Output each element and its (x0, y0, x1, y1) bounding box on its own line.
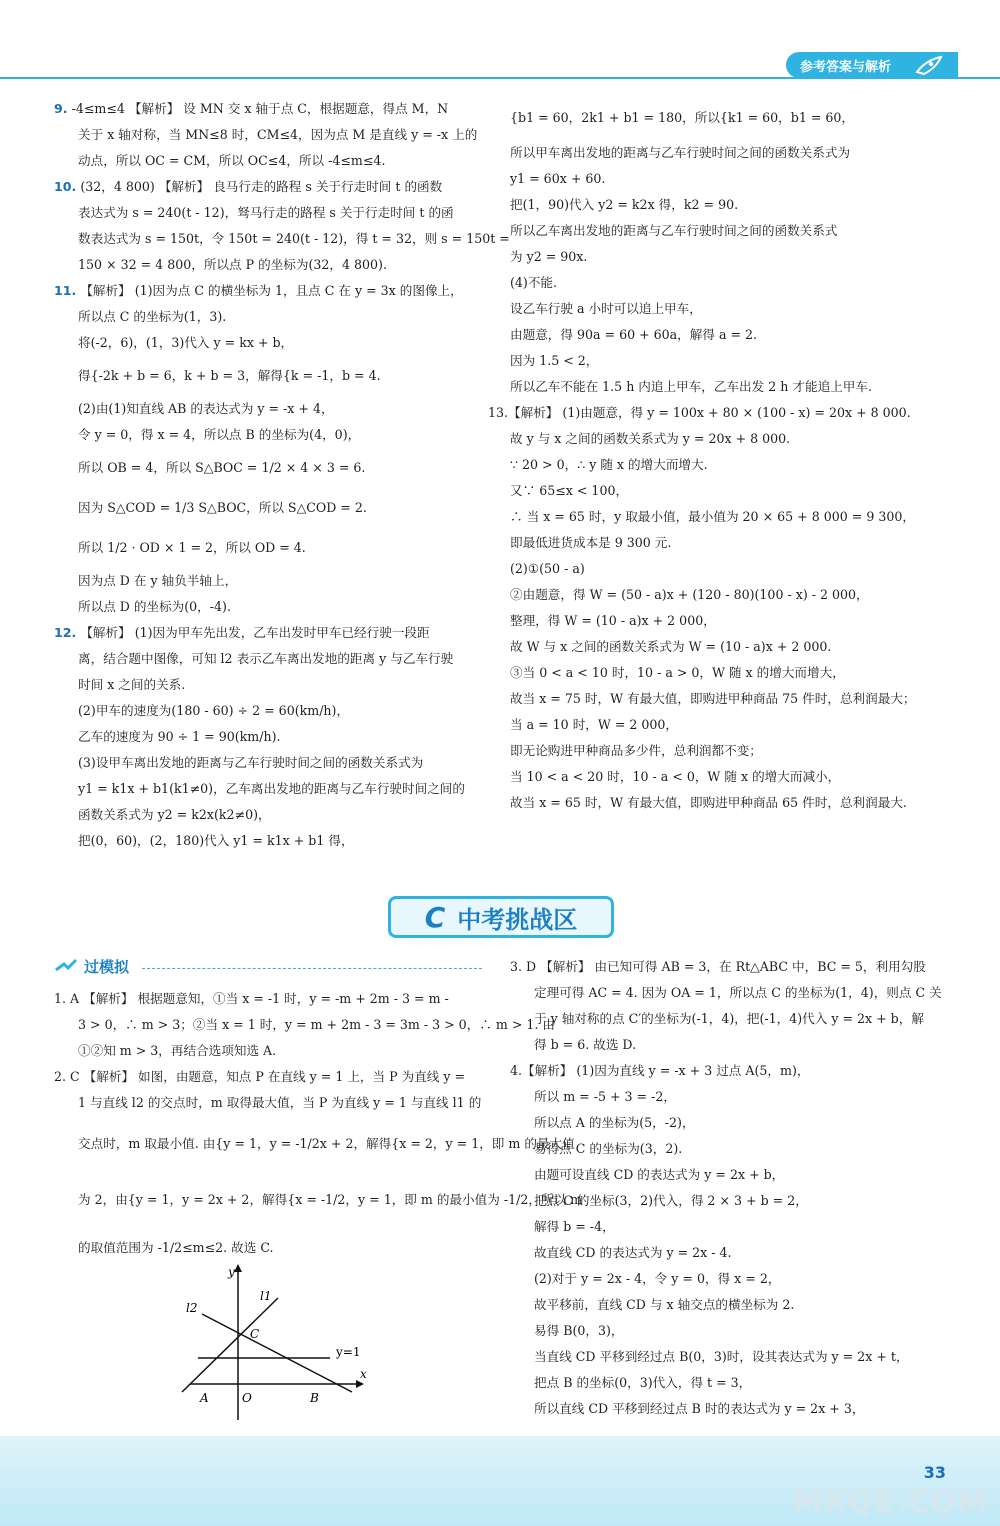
text-line: 1 与直线 l2 的交点时，m 取得最大值，当 P 为直线 y = 1 与直线 l1 的 (78, 1095, 482, 1110)
text-line: 故当 x = 65 时，W 有最大值，即购进甲种商品 65 件时，总利润最大. (510, 795, 907, 810)
text-line: 因为 S△COD = 1/3 S△BOC，所以 S△COD = 2. (78, 500, 367, 515)
text-line: 把点 B 的坐标(0，3)代入，得 t = 3， (534, 1375, 752, 1390)
text-line: 将(-2，6)，(1，3)代入 y = kx + b， (78, 335, 294, 350)
text-line: 即最低进货成本是 9 300 元. (510, 535, 672, 550)
text-line: 得{-2k + b = 6，k + b = 3，解得{k = -1，b = 4. (78, 368, 381, 383)
line-l2 (202, 1314, 352, 1392)
text-line: 解得 b = -4， (534, 1219, 615, 1234)
text-line: 关于 x 轴对称，当 MN≤8 时，CM≤4，因为点 M 是直线 y = -x 上的 (78, 127, 478, 142)
text-line: 所以乙车离出发地的距离与乙车行驶时间之间的函数关系式 (510, 223, 838, 238)
text-line: (2)对于 y = 2x - 4，令 y = 0，得 x = 2， (534, 1271, 781, 1286)
text-line: 所以点 D 的坐标为(0，-4). (78, 599, 231, 614)
right-column-top (488, 96, 950, 816)
a-label: A (200, 1391, 209, 1405)
text-line: 故当 x = 75 时，W 有最大值，即购进甲种商品 75 件时，总利润最大； (510, 691, 916, 706)
text-line: 所以点 C 的坐标为(1，3). (78, 309, 227, 324)
text-line: 整理，得 W = (10 - a)x + 2 000， (510, 613, 716, 628)
text-line: 因为 1.5 < 2， (510, 353, 599, 368)
text-line: 故 W 与 x 之间的函数关系式为 W = (10 - a)x + 2 000. (510, 639, 832, 654)
y-axis-arrow (234, 1264, 242, 1272)
dashed-rule (142, 968, 482, 969)
text-line: 离，结合题中图像，可知 l2 表示乙车离出发地的距离 y 与乙车行驶 (78, 651, 454, 666)
b-label: B (310, 1391, 319, 1405)
text-line: 因为点 D 在 y 轴负半轴上， (78, 573, 238, 588)
text-line: 令 y = 0，得 x = 4，所以点 B 的坐标为(4，0)， (78, 427, 361, 442)
text-line: 13.【解析】 (1)由题意，得 y = 100x + 80 × (100 - x) = 20x + 8 000. (488, 405, 911, 420)
text-line: 由题可设直线 CD 的表达式为 y = 2x + b， (534, 1167, 785, 1182)
text-line: (2)①(50 - a) (510, 561, 585, 576)
text-line: 表达式为 s = 240(t - 12)，驽马行走的路程 s 关于行走时间 t 的函 (78, 205, 454, 220)
o-label: O (242, 1391, 252, 1405)
sub-heading-title: 过模拟 (84, 958, 130, 976)
text-line: 12. 【解析】 (1)因为甲车先出发，乙车出发时甲车已经行驶一段距 (54, 625, 430, 640)
text-line: 定理可得 AC = 4. 因为 OA = 1，所以点 C 的坐标为(1，4)，则点 C 关 (534, 985, 942, 1000)
text-line: 把(1，90)代入 y2 = k2x 得，k2 = 90. (510, 197, 739, 212)
text-line: 所以乙车不能在 1.5 h 内追上甲车，乙车出发 2 h 才能追上甲车. (510, 379, 872, 394)
section-badge: C (424, 900, 446, 934)
text-line: ∴ 当 x = 65 时，y 取最小值，最小值为 20 × 65 + 8 000 = 9 300， (510, 509, 915, 524)
text-line: 又∵ 65≤x < 100， (510, 483, 629, 498)
text-line: 9. -4≤m≤4 【解析】 设 MN 交 x 轴于点 C，根据题意，得点 M，N (54, 101, 449, 116)
text-line: 故平移前，直线 CD 与 x 轴交点的横坐标为 2. (534, 1297, 795, 1312)
text-line: 150 × 32 = 4 800，所以点 P 的坐标为(32，4 800). (78, 257, 387, 272)
x-label: x (360, 1367, 367, 1381)
left-column-top (54, 96, 510, 854)
text-line: 易得点 C 的坐标为(3，2). (534, 1141, 683, 1156)
arrows-icon (54, 956, 80, 976)
page-number: 33 (923, 1463, 946, 1482)
text-line: y1 = k1x + b1(k1≠0)，乙车离出发地的距离与乙车行驶时间之间的 (78, 781, 465, 796)
header-tab-label: 参考答案与解析 (800, 59, 892, 75)
line-graph (180, 1262, 380, 1426)
text-line: 当 10 < a < 20 时，10 - a < 0，W 随 x 的增大而减小， (510, 769, 841, 784)
text-line: 当直线 CD 平移到经过点 B(0，3)时，设其表达式为 y = 2x + t， (534, 1349, 909, 1364)
l2-label: l2 (186, 1301, 198, 1315)
text-line: ②由题意，得 W = (50 - a)x + (120 - 80)(100 - x) - 2 000， (510, 587, 869, 602)
header-rule (0, 77, 1000, 79)
text-line: 1. A 【解析】 根据题意知，①当 x = -1 时，y = -m + 2m - 3 = m - (54, 991, 449, 1006)
text-line: (2)由(1)知直线 AB 的表达式为 y = -x + 4， (78, 401, 334, 416)
text-line: 2. C 【解析】 如图，由题意，知点 P 在直线 y = 1 上，当 P 为直线 y = (54, 1069, 466, 1084)
text-line: 10. (32，4 800) 【解析】 良马行走的路程 s 关于行走时间 t 的函数 (54, 179, 443, 194)
text-line: 动点，所以 OC = CM，所以 OC≤4，所以 -4≤m≤4. (78, 153, 386, 168)
text-line: 时间 x 之间的关系. (78, 677, 186, 692)
text-line: 所以甲车离出发地的距离与乙车行驶时间之间的函数关系式为 (510, 145, 851, 160)
x-axis-arrow (356, 1380, 364, 1388)
text-line: ③当 0 < a < 10 时，10 - a > 0，W 随 x 的增大而增大， (510, 665, 845, 680)
y1-label: y=1 (336, 1345, 361, 1359)
text-line: 把点 C 的坐标(3，2)代入，得 2 × 3 + b = 2， (534, 1193, 808, 1208)
text-line: (3)设甲车离出发地的距离与乙车行驶时间之间的函数关系式为 (78, 755, 424, 770)
text-line: 故 y 与 x 之间的函数关系式为 y = 20x + 8 000. (510, 431, 791, 446)
text-line: 所以直线 CD 平移到经过点 B 时的表达式为 y = 2x + 3， (534, 1401, 865, 1416)
text-line: 于 y 轴对称的点 C′的坐标为(-1，4)，把(-1，4)代入 y = 2x + b，解 (534, 1011, 924, 1026)
text-line: 的取值范围为 -1/2≤m≤2. 故选 C. (78, 1240, 274, 1255)
text-line: 设乙车行驶 a 小时可以追上甲车， (510, 301, 702, 316)
text-line: 得 b = 6. 故选 D. (534, 1037, 637, 1052)
text-line: 4.【解析】 (1)因为直线 y = -x + 3 过点 A(5，m)， (510, 1063, 810, 1078)
text-line: 11. 【解析】 (1)因为点 C 的横坐标为 1，且点 C 在 y = 3x 的图像上， (54, 283, 463, 298)
text-line: ∵ 20 > 0，∴ y 随 x 的增大而增大. (510, 457, 708, 472)
text-line: 所以点 A 的坐标为(5，-2)， (534, 1115, 695, 1130)
l1-label: l1 (260, 1289, 272, 1303)
text-line: ①②知 m > 3，再结合选项知选 A. (78, 1043, 277, 1058)
section-banner (388, 896, 614, 938)
c-label: C (250, 1327, 260, 1341)
text-line: 为 y2 = 90x. (510, 249, 588, 264)
rocket-icon (914, 54, 944, 76)
text-line: (4)不能. (510, 275, 558, 290)
watermark: MXQE.COM (792, 1485, 988, 1520)
text-line: {b1 = 60，2k1 + b1 = 180，所以{k1 = 60，b1 = 60， (510, 110, 855, 125)
y-label: y (228, 1265, 235, 1279)
section-title: 中考挑战区 (457, 905, 578, 934)
text-line: y1 = 60x + 60. (510, 171, 606, 186)
text-line: 所以 1/2 · OD × 1 = 2，所以 OD = 4. (78, 540, 306, 555)
text-line: (2)甲车的速度为(180 - 60) ÷ 2 = 60(km/h)， (78, 703, 350, 718)
text-line: 数表达式为 s = 150t，令 150t = 240(t - 12)，得 t = 32，则 s = 150t = (78, 231, 510, 246)
text-line: 函数关系式为 y2 = k2x(k2≠0)， (78, 807, 271, 822)
text-line: 所以 OB = 4，所以 S△BOC = 1/2 × 4 × 3 = 6. (78, 460, 366, 475)
text-line: 交点时，m 取最小值. 由{y = 1，y = -1/2x + 2，解得{x = 2，y = 1，即 m 的最大值 (78, 1136, 575, 1151)
text-line: 易得 B(0，3)， (534, 1323, 624, 1338)
text-line: 由题意，得 90a = 60 + 60a，解得 a = 2. (510, 327, 758, 342)
text-line: 当 a = 10 时，W = 2 000， (510, 717, 679, 732)
text-line: 3. D 【解析】 由已知可得 AB = 3，在 Rt△ABC 中，BC = 5，利用勾股 (510, 959, 926, 974)
right-column-bottom (510, 954, 950, 1422)
text-line: 3 > 0，∴ m > 3；②当 x = 1 时，y = m + 2m - 3 = 3m - 3 > 0，∴ m > 1. 由 (78, 1017, 556, 1032)
text-line: 为 2，由{y = 1，y = 2x + 2，解得{x = -1/2，y = 1，即 m 的最小值为 -1/2，所以 m (78, 1192, 583, 1207)
text-line: 乙车的速度为 90 ÷ 1 = 90(km/h). (78, 729, 281, 744)
text-line: 所以 m = -5 + 3 = -2， (534, 1089, 676, 1104)
sub-heading (54, 956, 492, 980)
text-line: 把(0，60)，(2，180)代入 y1 = k1x + b1 得， (78, 833, 354, 848)
text-line: 即无论购进甲种商品多少件，总利润都不变； (510, 743, 762, 758)
text-line: 故直线 CD 的表达式为 y = 2x - 4. (534, 1245, 732, 1260)
header-tab (786, 52, 958, 78)
